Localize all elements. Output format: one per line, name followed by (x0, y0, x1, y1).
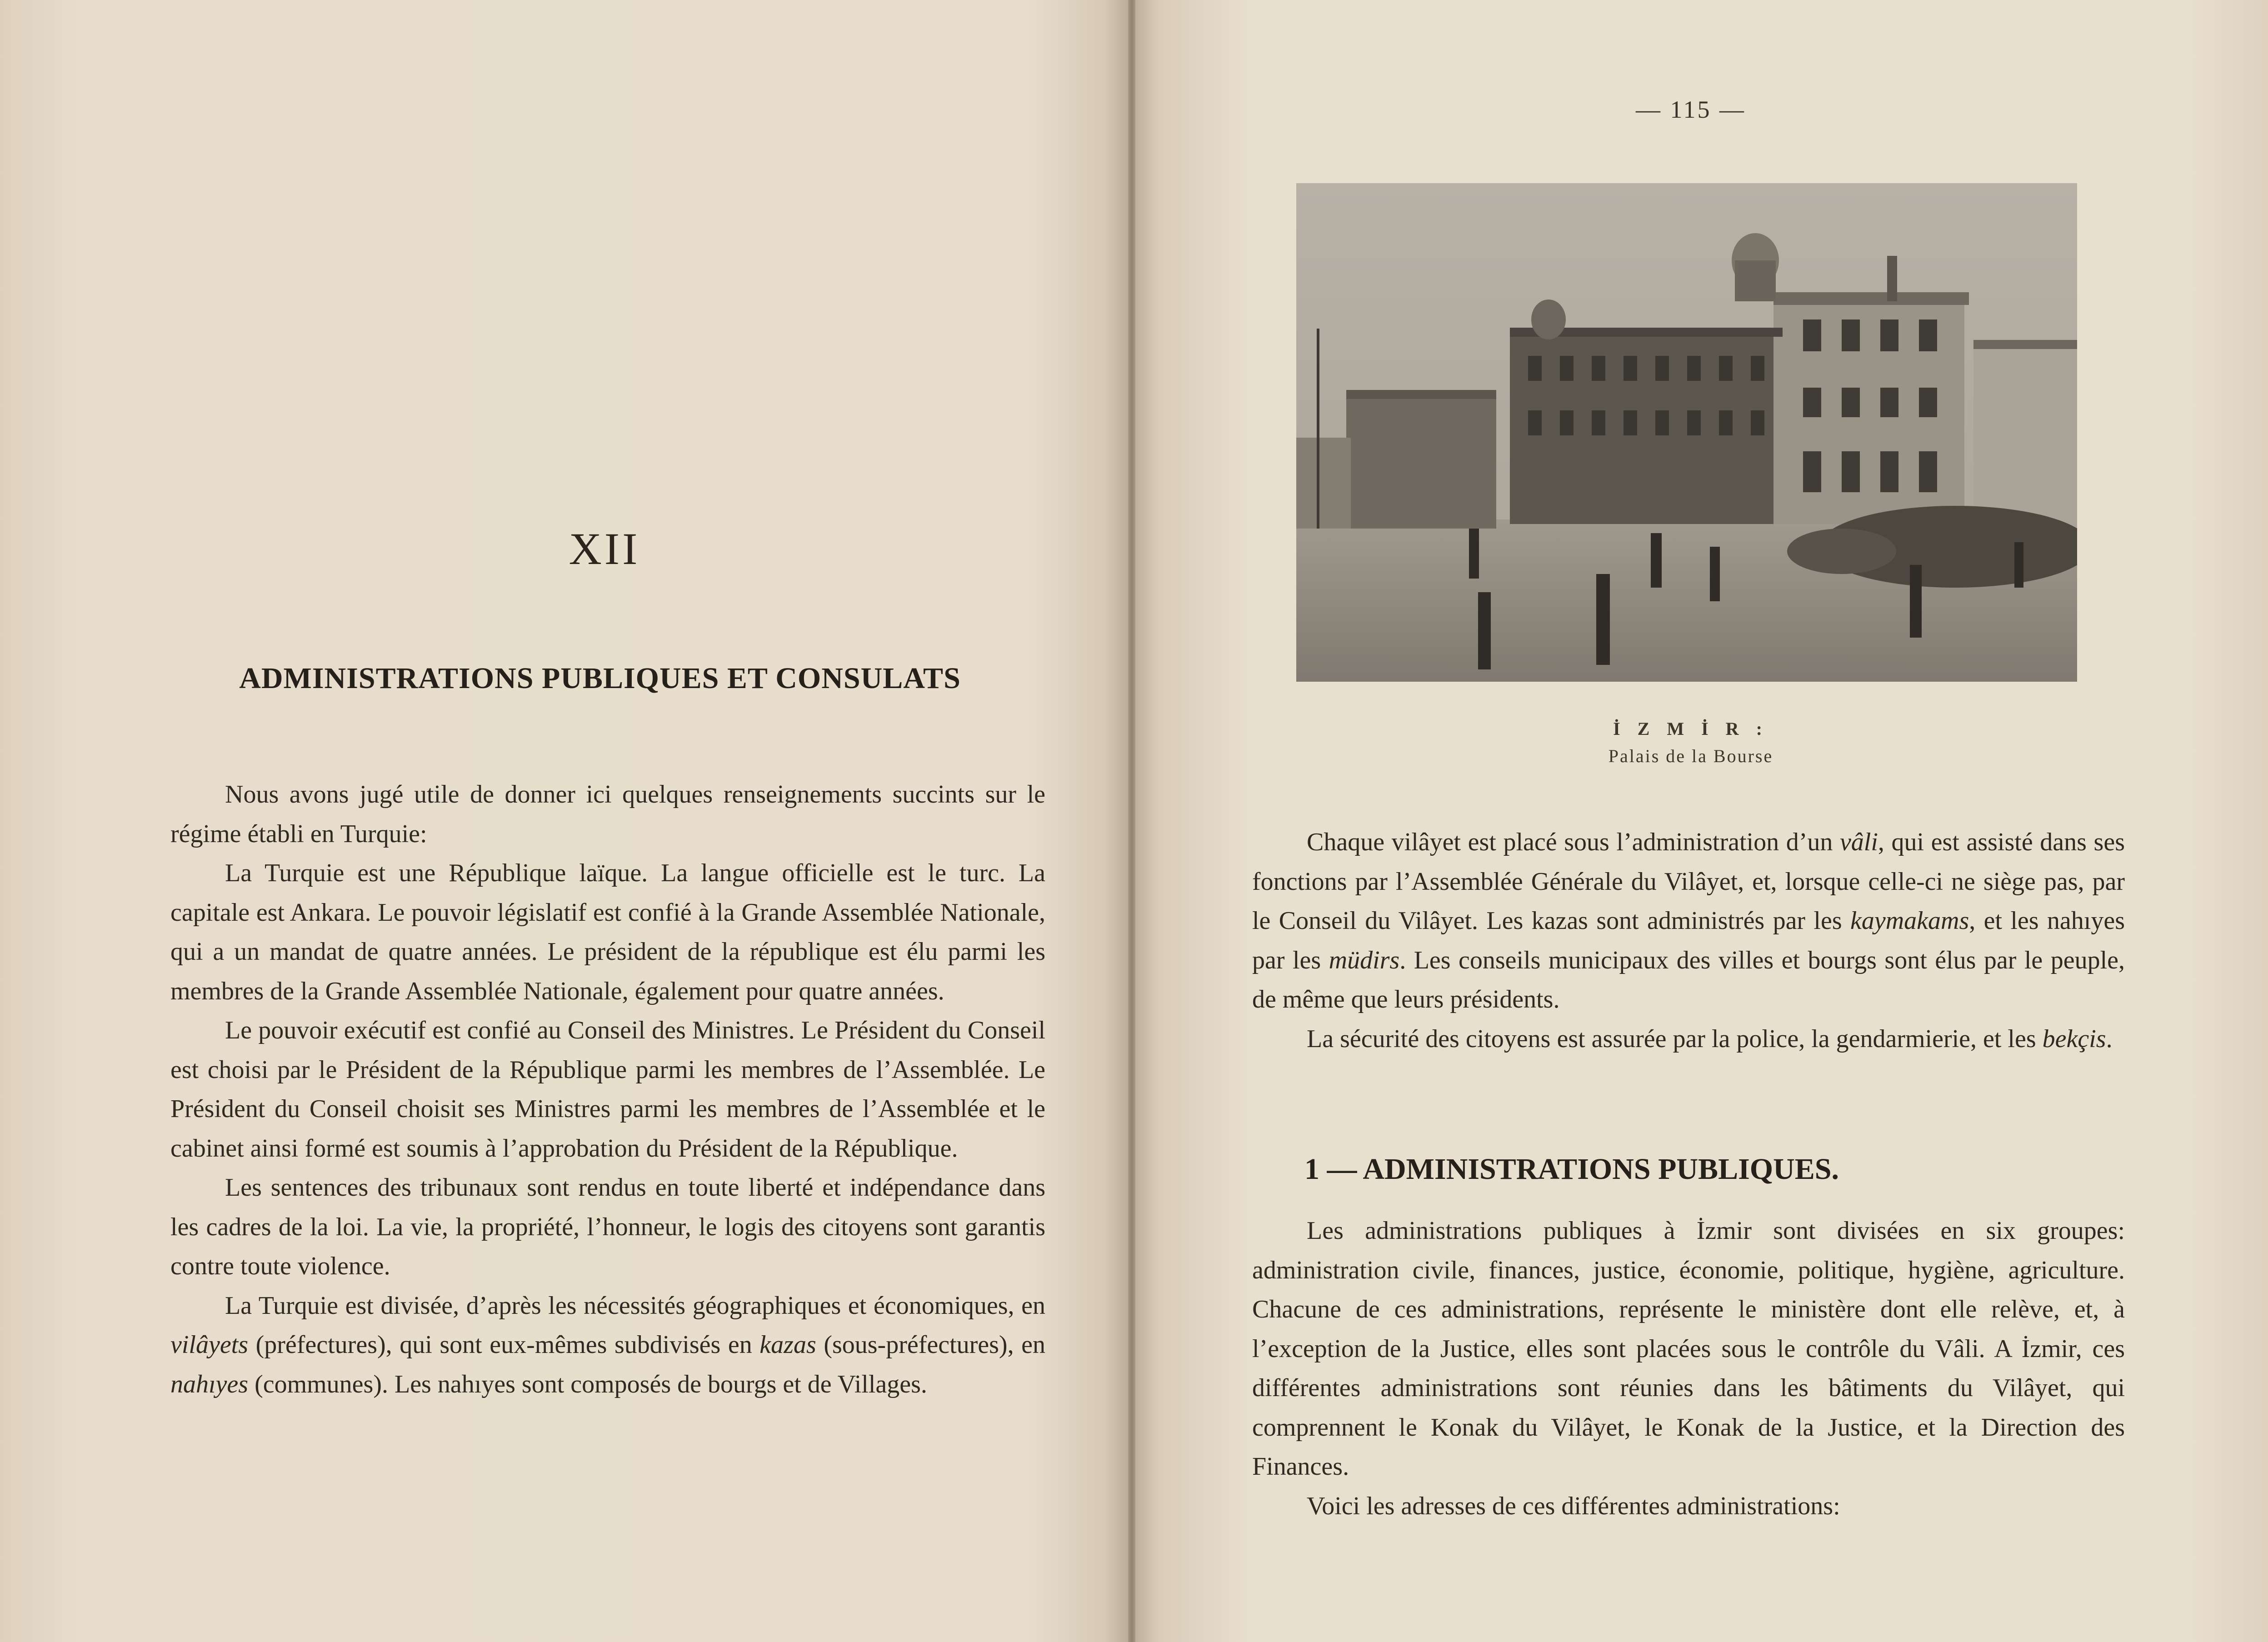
paragraph (170, 1286, 1045, 1404)
italic-term: nahıyes (170, 1370, 249, 1398)
paragraph: Nous avons jugé utile de donner ici quelques renseignements succints sur le régime établi en Turquie: (170, 780, 1045, 848)
italic-term: bekçis (2042, 1024, 2106, 1053)
text-run: . (2106, 1024, 2113, 1053)
left-page (0, 0, 1132, 1642)
text-run: La sécurité des citoyens est assurée par la police, la gendarmierie, et les (1307, 1024, 2043, 1053)
photo-caption-title: Palais de la Bourse (1608, 746, 1773, 766)
italic-term: kazas (759, 1331, 816, 1359)
italic-term: müdirs (1329, 946, 1400, 974)
text-run: (sous-préfectures), en (816, 1331, 1045, 1359)
chapter-number: XII (569, 524, 640, 574)
paragraph: La Turquie est une République laïque. La langue officielle est le turc. La capitale est Ankara. Le pouvoir législatif est confié à la Grande Assemblée Nationale, qui a un mandat de quatre années. Le président de la république est élu parmi les membres de la Grande Assemblée Nationale, également pour quatre années. (170, 859, 1045, 1005)
right-page-body-bottom (1252, 1211, 2125, 1526)
italic-term: vâli (1839, 828, 1878, 856)
paragraph: Voici les adresses de ces différentes administrations: (1307, 1492, 1840, 1520)
page-number: — 115 — (1636, 96, 1746, 123)
text-run: , et les nahıyes par les (1252, 907, 2125, 974)
photo-illustration (1296, 183, 2077, 682)
right-page-body-top (1252, 823, 2125, 1058)
section-heading: 1 — ADMINISTRATIONS PUBLIQUES. (1304, 1153, 1839, 1186)
photograph-izmir-bourse (1296, 183, 2077, 682)
chapter-title: ADMINISTRATIONS PUBLIQUES ET CONSULATS (239, 662, 961, 695)
text-run: Chaque vilâyet est placé sous l’administration d’un (1307, 828, 1840, 856)
paragraph: Les sentences des tribunaux sont rendus en toute liberté et indépendance dans les cadres de la loi. La vie, la propriété, l’honneur, le logis des citoyens sont garantis contre toute violence. (170, 1173, 1045, 1280)
paragraph (1252, 823, 2125, 1019)
text-run: . Les conseils municipaux des villes et bourgs sont élus par le peuple, de même que leurs présidents. (1252, 946, 2125, 1013)
text-run: La Turquie est divisée, d’après les nécessités géographiques et économiques, en (225, 1291, 1045, 1320)
left-page-body (170, 775, 1045, 1404)
text-run: , qui est assisté dans ses fonctions par l’Assemblée Générale du Vilâyet, et, lorsque celle-ci ne siège pas, par le Conseil du Vilâyet. Les kazas sont administrés par les (1252, 828, 2125, 935)
paragraph: Le pouvoir exécutif est confié au Conseil des Ministres. Le Président du Conseil est choisi par le Président de la République parmi les membres de l’Assemblée. Le Président du Conseil choisit ses Ministres parmi les membres de l’Assemblée et le cabinet ainsi formé est soumis à l’approbation du Président de la République. (170, 1016, 1045, 1163)
paragraph: Les administrations publiques à İzmir sont divisées en six groupes: administration civile, finances, justice, économie, politique, hygiène, agriculture. Chacune de ces administrations, représente le ministère dont elle relève, et, à l’exception de la Justice, elles sont placées sous le contrôle du Vâli. A İzmir, ces différentes administrations sont réunies dans les bâtiments du Vilâyet, qui comprennent le Konak du Vilâyet, le Konak de la Justice, et la Direction des Finances. (1252, 1217, 2125, 1481)
text-run: (communes). Les nahıyes sont composés de bourgs et de Villages. (248, 1370, 927, 1398)
italic-term: vilâyets (170, 1331, 249, 1359)
book-gutter (1128, 0, 1135, 1642)
paragraph (1252, 1019, 2125, 1059)
text-run: (préfectures), qui sont eux-mêmes subdivisés en (248, 1331, 760, 1359)
italic-term: kaymakams (1850, 907, 1969, 935)
photo-caption-city: İ Z M İ R : (1613, 719, 1768, 739)
